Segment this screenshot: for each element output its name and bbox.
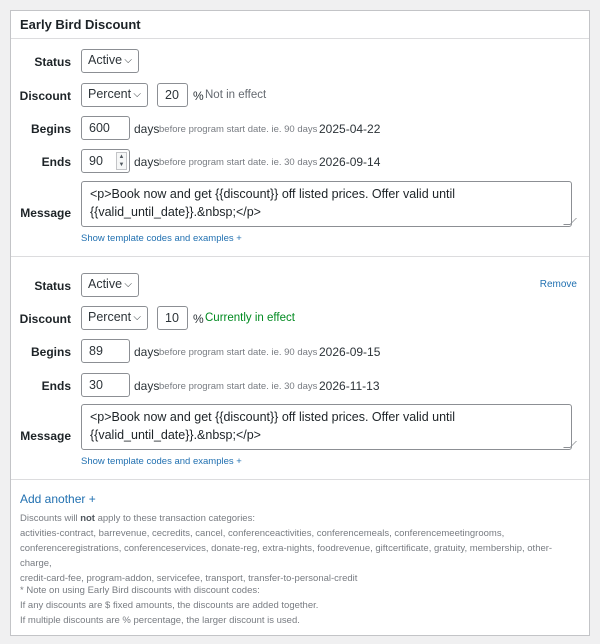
begins-hint: before program start date. ie. 90 days xyxy=(159,347,318,358)
effect-status: Not in effect xyxy=(205,89,267,101)
ends-label: Ends xyxy=(41,155,71,169)
message-line: <p>Book now and get {{discount}} off listed prices. Offer valid until xyxy=(90,410,456,424)
begins-days-unit: days xyxy=(134,122,160,136)
begins-date: 2026-09-15 xyxy=(319,345,381,359)
ends-label: Ends xyxy=(41,379,71,393)
chevron-down-icon: ⌵ xyxy=(124,279,132,290)
effect-status: Currently in effect xyxy=(205,312,295,324)
early-bird-panel xyxy=(10,10,590,636)
message-line: <p>Book now and get {{discount}} off listed prices. Offer valid until xyxy=(90,187,456,201)
chevron-down-icon: ⌵ xyxy=(133,312,141,323)
ends-hint: before program start date. ie. 30 days xyxy=(159,381,318,392)
chevron-down-icon: ⌵ xyxy=(124,55,132,66)
discount-label: Discount xyxy=(19,312,71,326)
discount-type-value: Percent xyxy=(88,310,132,324)
divider xyxy=(11,479,589,480)
ends-days-unit: days xyxy=(134,155,160,169)
ends-hint: before program start date. ie. 30 days xyxy=(159,157,318,168)
discount-type-select[interactable] xyxy=(81,83,148,107)
begins-days-input[interactable]: 89 xyxy=(81,339,130,363)
exclusions-heading xyxy=(20,511,580,526)
status-label: Status xyxy=(34,55,71,69)
ends-date: 2026-11-13 xyxy=(319,379,380,393)
begins-days-unit: days xyxy=(134,345,160,359)
begins-label: Begins xyxy=(30,345,71,359)
divider xyxy=(11,256,589,257)
percent-sign: % xyxy=(193,312,204,326)
remove-link[interactable]: Remove xyxy=(539,279,577,290)
begins-label: Begins xyxy=(30,122,71,136)
discount-amount-input[interactable]: 20 xyxy=(157,83,188,107)
resize-handle-icon[interactable] xyxy=(563,218,577,225)
ends-days-input[interactable] xyxy=(81,149,130,173)
message-textarea[interactable] xyxy=(81,181,572,227)
exclusions-note xyxy=(20,511,580,586)
discount-amount-input[interactable]: 10 xyxy=(157,306,188,330)
ends-days-value: 90 xyxy=(89,154,103,168)
message-textarea[interactable] xyxy=(81,404,572,450)
status-select[interactable] xyxy=(81,49,139,73)
exclusions-list-line: conferenceregistrations, conferenceservices, donate-reg, extra-nights, foodrevenue, giftcertificate, gratuity, membership, other-charge, xyxy=(20,543,553,569)
percent-sign: % xyxy=(193,89,204,103)
add-another-link[interactable]: Add another + xyxy=(20,492,96,506)
message-line: {{valid_until_date}}.&nbsp;</p> xyxy=(90,205,261,219)
status-select[interactable] xyxy=(81,273,139,297)
status-value: Active xyxy=(88,277,123,291)
chevron-down-icon: ⌵ xyxy=(133,89,141,100)
ends-days-unit: days xyxy=(134,379,160,393)
note-line: * Note on using Early Bird discounts with discount codes: xyxy=(20,585,260,596)
status-label: Status xyxy=(34,279,71,293)
begins-date: 2025-04-22 xyxy=(319,122,381,136)
ends-days-input[interactable]: 30 xyxy=(81,373,130,397)
exclusions-prefix: Discounts will xyxy=(20,513,81,524)
discount-codes-note xyxy=(20,583,580,628)
discount-label: Discount xyxy=(19,89,71,103)
discount-type-value: Percent xyxy=(88,87,132,101)
note-line: If multiple discounts are % percentage, the larger discount is used. xyxy=(20,615,300,626)
begins-hint: before program start date. ie. 90 days xyxy=(159,124,318,135)
discount-type-select[interactable] xyxy=(81,306,148,330)
exclusions-list-line: activities-contract, barrevenue, cecredits, cancel, conferenceactivities, conferencemeals, conferencemeetingrooms, xyxy=(20,528,505,539)
resize-handle-icon[interactable] xyxy=(563,441,577,448)
note-line: If any discounts are $ fixed amounts, the discounts are added together. xyxy=(20,600,319,611)
exclusions-suffix: apply to these transaction categories: xyxy=(94,513,255,524)
exclusions-list-line: credit-card-fee, program-addon, servicefee, transport, transfer-to-personal-credit xyxy=(20,573,358,584)
show-template-link[interactable]: Show template codes and examples + xyxy=(81,233,242,244)
show-template-link[interactable]: Show template codes and examples + xyxy=(81,456,242,467)
message-label: Message xyxy=(20,429,71,443)
message-line: {{valid_until_date}}.&nbsp;</p> xyxy=(90,428,261,442)
status-value: Active xyxy=(88,53,123,67)
number-spinner[interactable]: ▲ ▼ xyxy=(116,152,127,170)
exclusions-emphasis: not xyxy=(80,513,95,524)
begins-days-input[interactable]: 600 xyxy=(81,116,130,140)
panel-title: Early Bird Discount xyxy=(11,11,589,39)
message-label: Message xyxy=(20,206,71,220)
ends-date: 2026-09-14 xyxy=(319,155,381,169)
